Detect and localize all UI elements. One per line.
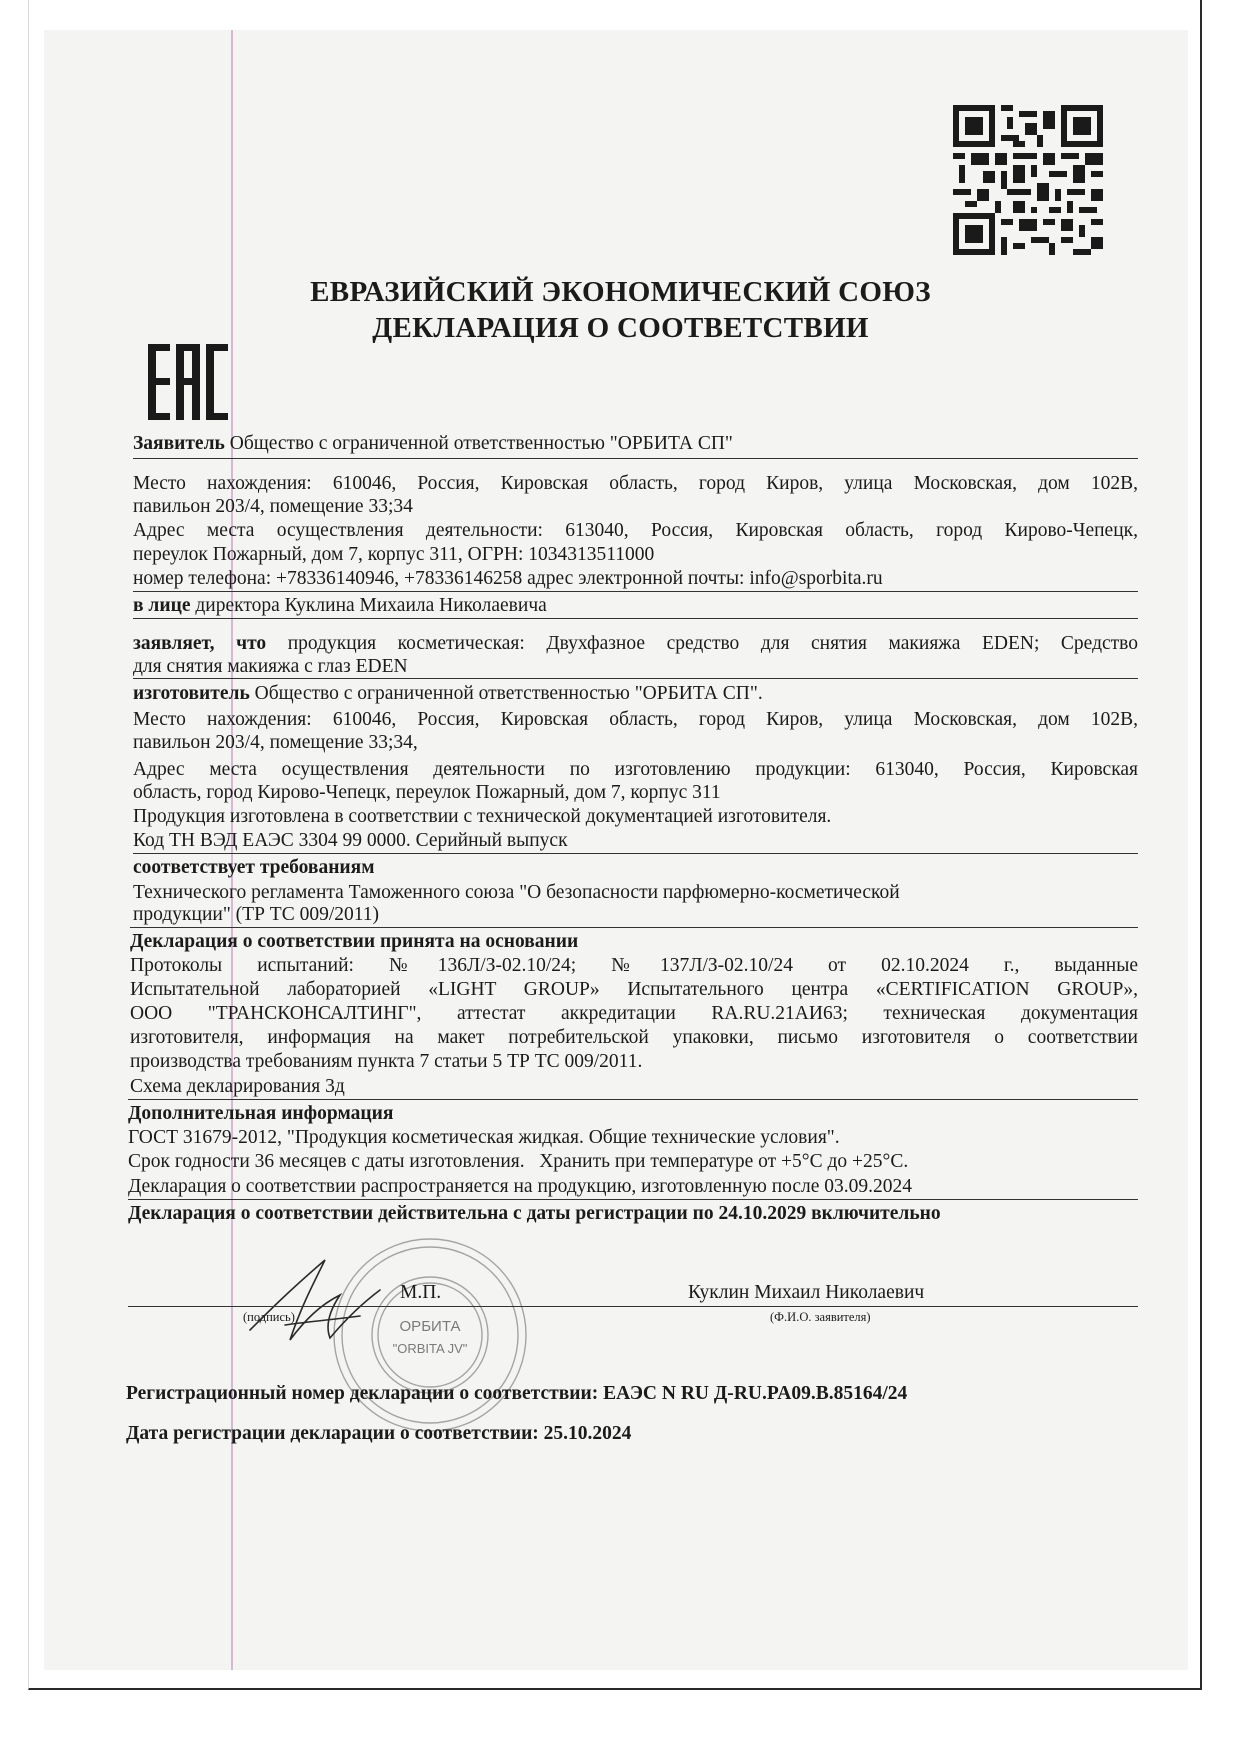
applicant-name: Общество с ограниченной ответственностью "ОРБИТА СП" bbox=[229, 433, 733, 454]
basis-text-3: ООО "ТРАНСКОНСАЛТИНГ", аттестат аккредитации RA.RU.21АИ63; техническая документация bbox=[130, 1003, 1138, 1024]
manufacturer-production-1: Адрес места осуществления деятельности по изготовлению продукции: 613040, Россия, Кировская bbox=[133, 759, 1138, 780]
eac-logo-icon bbox=[148, 344, 228, 420]
divider bbox=[128, 1199, 1138, 1200]
manufacturer-label: изготовитель bbox=[133, 683, 250, 704]
additional-text-2: Срок годности 36 месяцев с даты изготовления. Хранить при температуре от +5°С до +25°С. bbox=[128, 1151, 909, 1172]
divider bbox=[133, 618, 1138, 619]
registration-number: Регистрационный номер декларации о соответствии: ЕАЭС N RU Д-RU.PA09.B.85164/24 bbox=[126, 1383, 908, 1404]
handwritten-signature-icon bbox=[230, 1250, 410, 1360]
manufacturer-row bbox=[133, 684, 763, 704]
applicant-location-2: павильон 203/4, помещение 33;34 bbox=[133, 496, 413, 517]
divider bbox=[130, 927, 1138, 928]
manufacturer-location-1: Место нахождения: 610046, Россия, Кировская область, город Киров, улица Московская, дом 102В, bbox=[133, 709, 1138, 730]
basis-text-1: Протоколы испытаний: №136Л/З-02.10/24; №137Л/З-02.10/24 от 02.10.2024 г., выданные bbox=[130, 955, 1138, 976]
divider bbox=[133, 678, 1138, 679]
additional-label: Дополнительная информация bbox=[128, 1103, 394, 1124]
applicant-contacts: номер телефона: +78336140946, +78336146258 адрес электронной почты: info@sporbita.ru bbox=[133, 568, 883, 589]
basis-label: Декларация о соответствии принята на основании bbox=[130, 931, 579, 952]
manufacturer-doc-note: Продукция изготовлена в соответствии с технической документацией изготовителя. bbox=[133, 806, 832, 827]
divider bbox=[133, 458, 1138, 459]
divider bbox=[133, 853, 1138, 854]
divider bbox=[128, 1099, 1138, 1100]
manufacturer-name: Общество с ограниченной ответственностью "ОРБИТА СП". bbox=[254, 683, 763, 704]
applicant-location-1: Место нахождения: 610046, Россия, Кировская область, город Киров, улица Московская, дом 102В, bbox=[133, 473, 1138, 494]
union-title: ЕВРАЗИЙСКИЙ ЭКОНОМИЧЕСКИЙ СОЮЗ bbox=[310, 276, 931, 308]
declares-label: заявляет, что bbox=[133, 633, 267, 654]
person-name: директора Куклина Михаила Николаевича bbox=[195, 595, 547, 616]
additional-text-1: ГОСТ 31679-2012, "Продукция косметическая жидкая. Общие технические условия". bbox=[128, 1127, 840, 1148]
requirements-text-2: продукции" (ТР ТС 009/2011) bbox=[133, 904, 380, 925]
declares-row bbox=[133, 634, 1138, 654]
seal-place: М.П. bbox=[400, 1282, 442, 1303]
declares-text-1: продукция косметическая: Двухфазное средство для снятия макияжа EDEN; Средство bbox=[287, 633, 1138, 654]
registration-date: Дата регистрации декларации о соответствии: 25.10.2024 bbox=[126, 1423, 632, 1444]
requirements-text-1: Технического регламента Таможенного союза "О безопасности парфюмерно-косметической bbox=[133, 882, 900, 903]
qr-code-icon bbox=[953, 104, 1103, 256]
basis-text-2: Испытательной лабораторией «LIGHT GROUP» Испытательного центра «CERTIFICATION GROUP», bbox=[130, 979, 1138, 1000]
stamp-center-text-2: "ORBITA JV" bbox=[392, 1341, 468, 1356]
product-code: Код ТН ВЭД ЕАЭС 3304 99 0000. Серийный выпуск bbox=[133, 830, 568, 851]
additional-text-3: Декларация о соответствии распространяется на продукцию, изготовленную после 03.09.2024 bbox=[128, 1176, 913, 1197]
basis-text-5: производства требованиям пункта 7 статьи 5 ТР ТС 009/2011. bbox=[130, 1051, 643, 1072]
applicant-label: Заявитель bbox=[133, 433, 225, 454]
signature-line bbox=[128, 1306, 1138, 1307]
declares-text-2: для снятия макияжа с глаз EDEN bbox=[133, 656, 408, 677]
name-caption: (Ф.И.О. заявителя) bbox=[770, 1310, 871, 1324]
stamp-center-text: ОРБИТА bbox=[399, 1318, 461, 1335]
applicant-row bbox=[133, 434, 733, 454]
person-label: в лице bbox=[133, 595, 191, 616]
manufacturer-production-2: область, город Кирово-Чепецк, переулок Пожарный, дом 7, корпус 311 bbox=[133, 782, 721, 803]
applicant-activity-2: переулок Пожарный, дом 7, корпус 311, ОГРН: 1034313511000 bbox=[133, 544, 655, 565]
validity-statement: Декларация о соответствии действительна с даты регистрации по 24.10.2029 включительно bbox=[128, 1203, 941, 1224]
signer-name: Куклин Михаил Николаевич bbox=[688, 1282, 925, 1303]
manufacturer-location-2: павильон 203/4, помещение 33;34, bbox=[133, 732, 418, 753]
signature-caption: (подпись) bbox=[243, 1310, 295, 1324]
applicant-activity-1: Адрес места осуществления деятельности: 613040, Россия, Кировская область, город Кирово-Чепецк, bbox=[133, 520, 1138, 541]
divider bbox=[133, 591, 1138, 592]
basis-text-4: изготовителя, информация на макет потребительской упаковки, письмо изготовителя о соответствии bbox=[130, 1027, 1138, 1048]
declaration-scheme: Схема декларирования 3д bbox=[130, 1076, 345, 1097]
document-title: ДЕКЛАРАЦИЯ О СООТВЕТСТВИИ bbox=[372, 312, 869, 344]
person-row bbox=[133, 596, 547, 616]
requirements-label: соответствует требованиям bbox=[133, 857, 375, 878]
